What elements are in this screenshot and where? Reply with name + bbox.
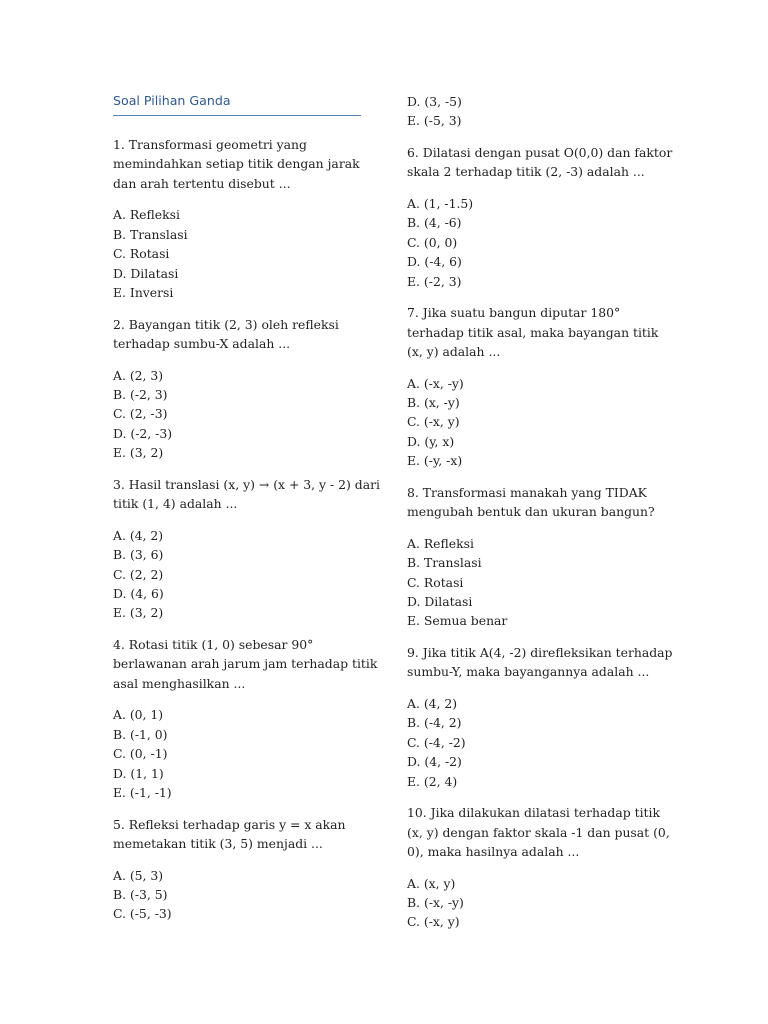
question-text: 3. Hasil translasi (x, y) → (x + 3, y - 2) dari [113, 476, 380, 492]
answer-option: A. (x, y) [407, 875, 456, 891]
answer-option: D. (4, -2) [407, 754, 462, 770]
question-text: (x, y) adalah ... [407, 344, 501, 359]
question-text: 9. Jika titik A(4, -2) direfleksikan terhadap [407, 645, 673, 660]
answer-option: D. Dilatasi [407, 594, 473, 609]
answer-option: E. Inversi [113, 285, 174, 300]
question-text: asal menghasilkan ... [113, 675, 246, 691]
question-text: memetakan titik (3, 5) menjadi ... [113, 836, 323, 851]
answer-option: D. (y, x) [407, 433, 455, 449]
question-text: 2. Bayangan titik (2, 3) oleh refleksi [113, 316, 339, 332]
question-text: 8. Transformasi manakah yang TIDAK [407, 484, 647, 500]
question-text: terhadap titik asal, maka bayangan titik [407, 324, 659, 340]
answer-option: D. (-4, 6) [407, 254, 462, 270]
answer-option: D. (3, -5) [407, 94, 462, 109]
answer-option: B. (-1, 0) [113, 726, 168, 742]
question-text: terhadap sumbu-X adalah ... [113, 336, 291, 351]
answer-option: E. (3, 2) [113, 445, 164, 461]
answer-option: C. (-5, -3) [113, 906, 172, 922]
question-text: 4. Rotasi titik (1, 0) sebesar 90° [113, 637, 314, 652]
answer-option: E. (-2, 3) [407, 273, 462, 289]
answer-option: B. (-x, -y) [407, 895, 464, 910]
answer-option: D. (1, 1) [113, 765, 164, 781]
question-text: skala 2 terhadap titik (2, -3) adalah ... [407, 164, 645, 180]
answer-option: A. (-x, -y) [407, 375, 464, 391]
answer-option: B. (x, -y) [407, 395, 460, 410]
question-text: 0), maka hasilnya adalah ... [407, 844, 580, 859]
answer-option: A. (4, 2) [407, 696, 458, 711]
answer-option: D. Dilatasi [113, 265, 179, 281]
question-text: dan arah tertentu disebut ... [113, 175, 291, 191]
answer-option: E. (-5, 3) [407, 113, 462, 129]
answer-option: A. (0, 1) [113, 707, 164, 723]
question-text: 6. Dilatasi dengan pusat O(0,0) dan faktor [407, 145, 673, 160]
answer-option: C. (-x, y) [407, 414, 460, 430]
answer-option: E. (-y, -x) [407, 453, 463, 469]
answer-option: A. (2, 3) [113, 367, 164, 383]
answer-option: C. (0, -1) [113, 746, 168, 762]
answer-option: C. (-x, y) [407, 914, 460, 930]
answer-option: C. Rotasi [407, 574, 464, 590]
answer-option: C. (0, 0) [407, 234, 458, 250]
question-text: memindahkan setiap titik dengan jarak [113, 156, 360, 172]
answer-option: E. (-1, -1) [113, 785, 172, 800]
answer-option: B. (4, -6) [407, 215, 462, 231]
question-text: sumbu-Y, maka bayangannya adalah ... [407, 664, 650, 680]
answer-option: C. (-4, -2) [407, 734, 466, 750]
answer-option: B. (-4, 2) [407, 715, 462, 731]
question-text: (x, y) dengan faktor skala -1 dan pusat (0, [407, 824, 670, 840]
question-text: titik (1, 4) adalah ... [113, 496, 238, 512]
question-text: mengubah bentuk dan ukuran bangun? [407, 504, 655, 520]
answer-option: E. (2, 4) [407, 773, 458, 789]
question-text: 7. Jika suatu bangun diputar 180° [407, 305, 621, 321]
answer-option: A. Refleksi [113, 207, 180, 223]
question-text: 10. Jika dilakukan dilatasi terhadap titik [407, 805, 661, 821]
answer-option: B. (-2, 3) [113, 387, 168, 402]
answer-option: A. (5, 3) [113, 867, 164, 883]
question-text: berlawanan arah jarum jam terhadap titik [113, 656, 378, 672]
answer-option: C. (2, 2) [113, 566, 164, 582]
answer-option: D. (4, 6) [113, 586, 164, 601]
answer-option: E. Semua benar [407, 613, 508, 629]
answer-option: A. Refleksi [407, 535, 474, 551]
answer-option: E. (3, 2) [113, 605, 164, 621]
answer-option: A. (4, 2) [113, 527, 164, 543]
answer-option: D. (-2, -3) [113, 425, 173, 441]
question-text: 1. Transformasi geometri yang [113, 137, 307, 152]
answer-option: B. (3, 6) [113, 547, 164, 563]
page-title: Soal Pilihan Ganda [113, 93, 361, 116]
answer-option: A. (1, -1.5) [407, 196, 474, 211]
answer-option: B. Translasi [113, 226, 188, 242]
answer-option: C. (2, -3) [113, 406, 168, 422]
answer-option: B. (-3, 5) [113, 887, 168, 902]
answer-option: B. Translasi [407, 555, 482, 571]
question-text: 5. Refleksi terhadap garis y = x akan [113, 816, 346, 832]
answer-option: C. Rotasi [113, 246, 170, 262]
